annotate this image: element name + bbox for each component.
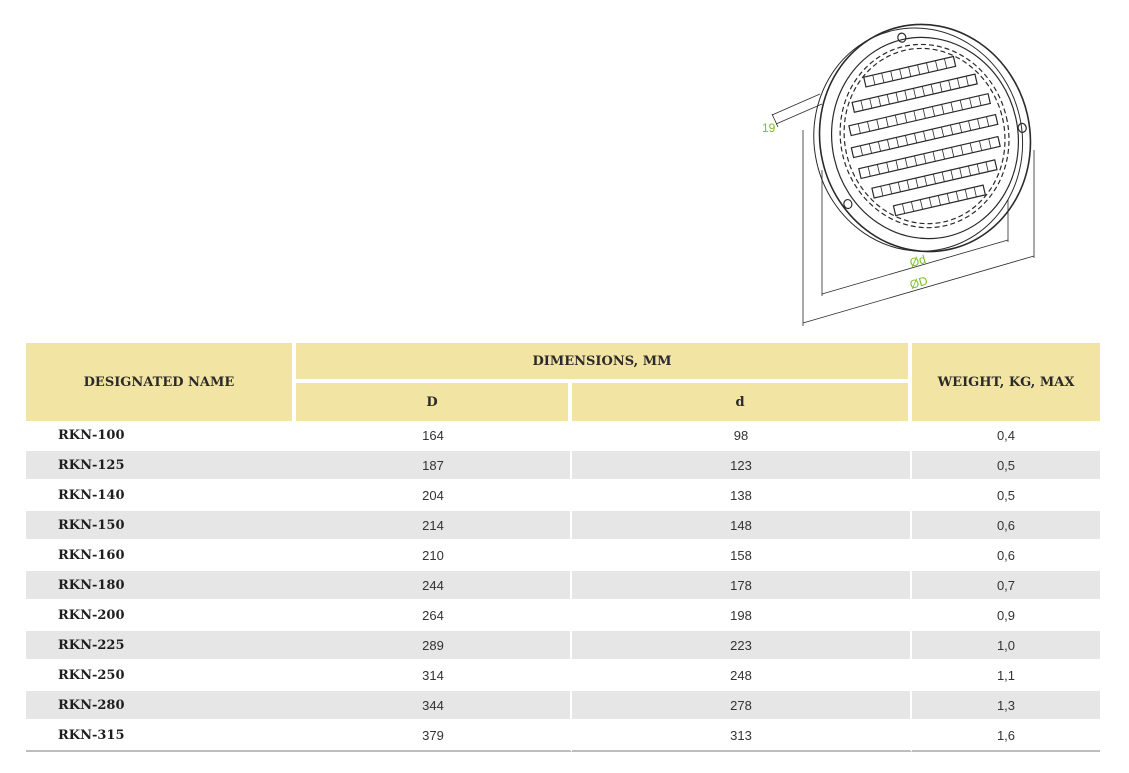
louvre-slot — [931, 84, 933, 94]
weight-cell: 0,6 — [912, 511, 1100, 541]
header-weight: WEIGHT, KG, MAX — [912, 343, 1100, 421]
header-outer-diameter: D — [296, 383, 572, 421]
table-row — [26, 511, 1100, 541]
louvre-slot — [950, 125, 952, 135]
louvre-slot — [860, 146, 862, 156]
louvre-slot — [932, 129, 934, 139]
louvre-slot — [951, 102, 953, 112]
louvre-slot — [949, 80, 951, 90]
louvre-slot — [873, 75, 875, 85]
louvre-slot — [977, 164, 979, 174]
louvre-slot — [869, 144, 871, 154]
model-name-cell: RKN-250 — [26, 661, 296, 691]
louvre-slot — [942, 149, 944, 159]
louvre-slot — [861, 100, 863, 110]
louvre-slot — [951, 170, 953, 180]
table-row — [26, 481, 1100, 511]
inner-diameter-label: Ød — [908, 252, 928, 270]
louvre-slot — [970, 143, 972, 153]
outer-diameter-cell: 264 — [296, 601, 572, 631]
louvre-slot — [905, 135, 907, 145]
louvre-slot — [887, 162, 889, 172]
louvre-slot — [966, 76, 968, 86]
louvre-slot — [957, 78, 959, 88]
louvre-slot — [918, 65, 920, 75]
weight-cell: 1,1 — [912, 661, 1100, 691]
inner-diameter-cell: 138 — [572, 481, 912, 511]
louvre-slot — [922, 86, 924, 96]
inner-diameter-cell: 278 — [572, 691, 912, 721]
louvre-slot — [902, 204, 904, 214]
model-name-cell: RKN-315 — [26, 721, 296, 752]
louvre-slot — [940, 82, 942, 92]
louvre-slot — [891, 71, 893, 81]
outer-diameter-cell: 314 — [296, 661, 572, 691]
outer-diameter-cell: 204 — [296, 481, 572, 511]
rim-back-edge — [792, 7, 1045, 272]
louvre-slot — [877, 164, 879, 174]
model-name-cell: RKN-100 — [26, 421, 296, 451]
outer-diameter-cell: 244 — [296, 571, 572, 601]
outer-diameter-cell: 344 — [296, 691, 572, 721]
model-name-cell: RKN-180 — [26, 571, 296, 601]
louvre-slot — [956, 191, 958, 201]
weight-cell: 0,6 — [912, 541, 1100, 571]
table-row — [26, 631, 1100, 661]
louvre-slot — [932, 107, 934, 117]
louvre-slot — [886, 117, 888, 127]
weight-cell: 1,0 — [912, 631, 1100, 661]
louvre-slot — [989, 139, 991, 149]
weight-cell: 1,3 — [912, 691, 1100, 721]
model-name-cell: RKN-280 — [26, 691, 296, 721]
outer-diameter-cell: 210 — [296, 541, 572, 571]
louvre-slot — [914, 111, 916, 121]
depth-label: 19 — [762, 121, 776, 135]
inner-diameter-cell: 178 — [572, 571, 912, 601]
outer-diameter-cell: 187 — [296, 451, 572, 481]
louvre-slot — [942, 172, 944, 182]
louvre-slot — [960, 168, 962, 178]
louvre-slot — [896, 160, 898, 170]
louvre-slot — [867, 122, 869, 132]
louvre-slot — [974, 187, 976, 197]
outer-diameter-cell: 214 — [296, 511, 572, 541]
louvre-slot — [927, 63, 929, 73]
louvre-slot — [878, 142, 880, 152]
inner-diameter-cell: 158 — [572, 541, 912, 571]
table-row — [26, 451, 1100, 481]
weight-cell: 0,5 — [912, 451, 1100, 481]
outer-diameter-cell: 289 — [296, 631, 572, 661]
outer-diameter-cell: 164 — [296, 421, 572, 451]
inner-diameter-cell: 198 — [572, 601, 912, 631]
depth-extension-line-1 — [772, 94, 820, 115]
louvre-slot — [968, 121, 970, 131]
louvre-slot — [979, 96, 981, 106]
louvre-slot — [887, 140, 889, 150]
table-row — [26, 661, 1100, 691]
louvre-slot — [914, 133, 916, 143]
model-name-cell: RKN-200 — [26, 601, 296, 631]
louvre-slot — [978, 119, 980, 129]
header-dimensions: DIMENSIONS, MM — [296, 343, 912, 383]
inner-diameter-cell: 123 — [572, 451, 912, 481]
louvre-slot — [923, 109, 925, 119]
weight-cell: 0,7 — [912, 571, 1100, 601]
louvre-slot — [898, 182, 900, 192]
louvre-slot — [944, 59, 946, 69]
louvre-slot — [965, 189, 967, 199]
louvre-slot — [905, 90, 907, 100]
model-name-cell: RKN-225 — [26, 631, 296, 661]
louvre-slot — [947, 193, 949, 203]
model-name-cell: RKN-125 — [26, 451, 296, 481]
table-row — [26, 541, 1100, 571]
louvre-slot — [896, 92, 898, 102]
louvre-slot — [895, 115, 897, 125]
outer-diameter-label: ØD — [908, 273, 930, 292]
louvre-slot — [858, 124, 860, 134]
louvre-slot — [911, 202, 913, 212]
louvre-slot — [987, 117, 989, 127]
table-row — [26, 601, 1100, 631]
louvre-slot — [969, 98, 971, 108]
grille-technical-drawing — [0, 0, 1129, 340]
louvre-slot — [877, 119, 879, 129]
model-name-cell: RKN-150 — [26, 511, 296, 541]
louvre-slot — [896, 137, 898, 147]
louvre-slot — [868, 167, 870, 177]
inner-diameter-cell: 98 — [572, 421, 912, 451]
table-row — [26, 691, 1100, 721]
header-designated-name: DESIGNATED NAME — [26, 343, 296, 421]
inner-diameter-cell: 248 — [572, 661, 912, 691]
louvre-slot — [909, 67, 911, 77]
model-name-cell: RKN-140 — [26, 481, 296, 511]
louvre-slot — [881, 186, 883, 196]
weight-cell: 0,9 — [912, 601, 1100, 631]
specification-table — [26, 343, 1100, 752]
louvre-slot — [935, 61, 937, 71]
louvre-slot — [929, 198, 931, 208]
louvre-slot — [925, 176, 927, 186]
louvre-slot — [905, 158, 907, 168]
louvre-slot — [959, 123, 961, 133]
louvre-slot — [870, 98, 872, 108]
louvre-slot — [933, 174, 935, 184]
weight-cell: 1,6 — [912, 721, 1100, 752]
louvre-slot — [986, 162, 988, 172]
louvre-slot — [889, 184, 891, 194]
louvre-slot — [920, 200, 922, 210]
table-row — [26, 421, 1100, 451]
louvre-slot — [952, 147, 954, 157]
louvre-slot — [887, 94, 889, 104]
header-inner-diameter: d — [572, 383, 912, 421]
weight-cell: 0,4 — [912, 421, 1100, 451]
louvre-slot — [916, 178, 918, 188]
louvre-slot — [979, 141, 981, 151]
louvre-slot — [960, 100, 962, 110]
mounting-hole-top — [897, 32, 907, 43]
louvre-slot — [968, 166, 970, 176]
table-row — [26, 571, 1100, 601]
louvre-slot — [900, 69, 902, 79]
outer-diameter-cell: 379 — [296, 721, 572, 752]
inner-diameter-cell: 223 — [572, 631, 912, 661]
louvre-slot — [961, 145, 963, 155]
louvre-slot — [914, 88, 916, 98]
louvre-slot — [933, 152, 935, 162]
inner-diameter-cell: 148 — [572, 511, 912, 541]
louvre-slot — [942, 104, 944, 114]
louvre-slot — [905, 113, 907, 123]
model-name-cell: RKN-160 — [26, 541, 296, 571]
weight-cell: 0,5 — [912, 481, 1100, 511]
inner-diameter-cell: 313 — [572, 721, 912, 752]
louvre-slot — [941, 127, 943, 137]
table-row — [26, 721, 1100, 752]
louvre-slot — [882, 73, 884, 83]
louvre-slot — [878, 96, 880, 106]
louvre-slot — [938, 195, 940, 205]
louvre-slot — [923, 131, 925, 141]
louvre-slot — [914, 156, 916, 166]
louvre-slot — [907, 180, 909, 190]
louvre-slot — [924, 154, 926, 164]
